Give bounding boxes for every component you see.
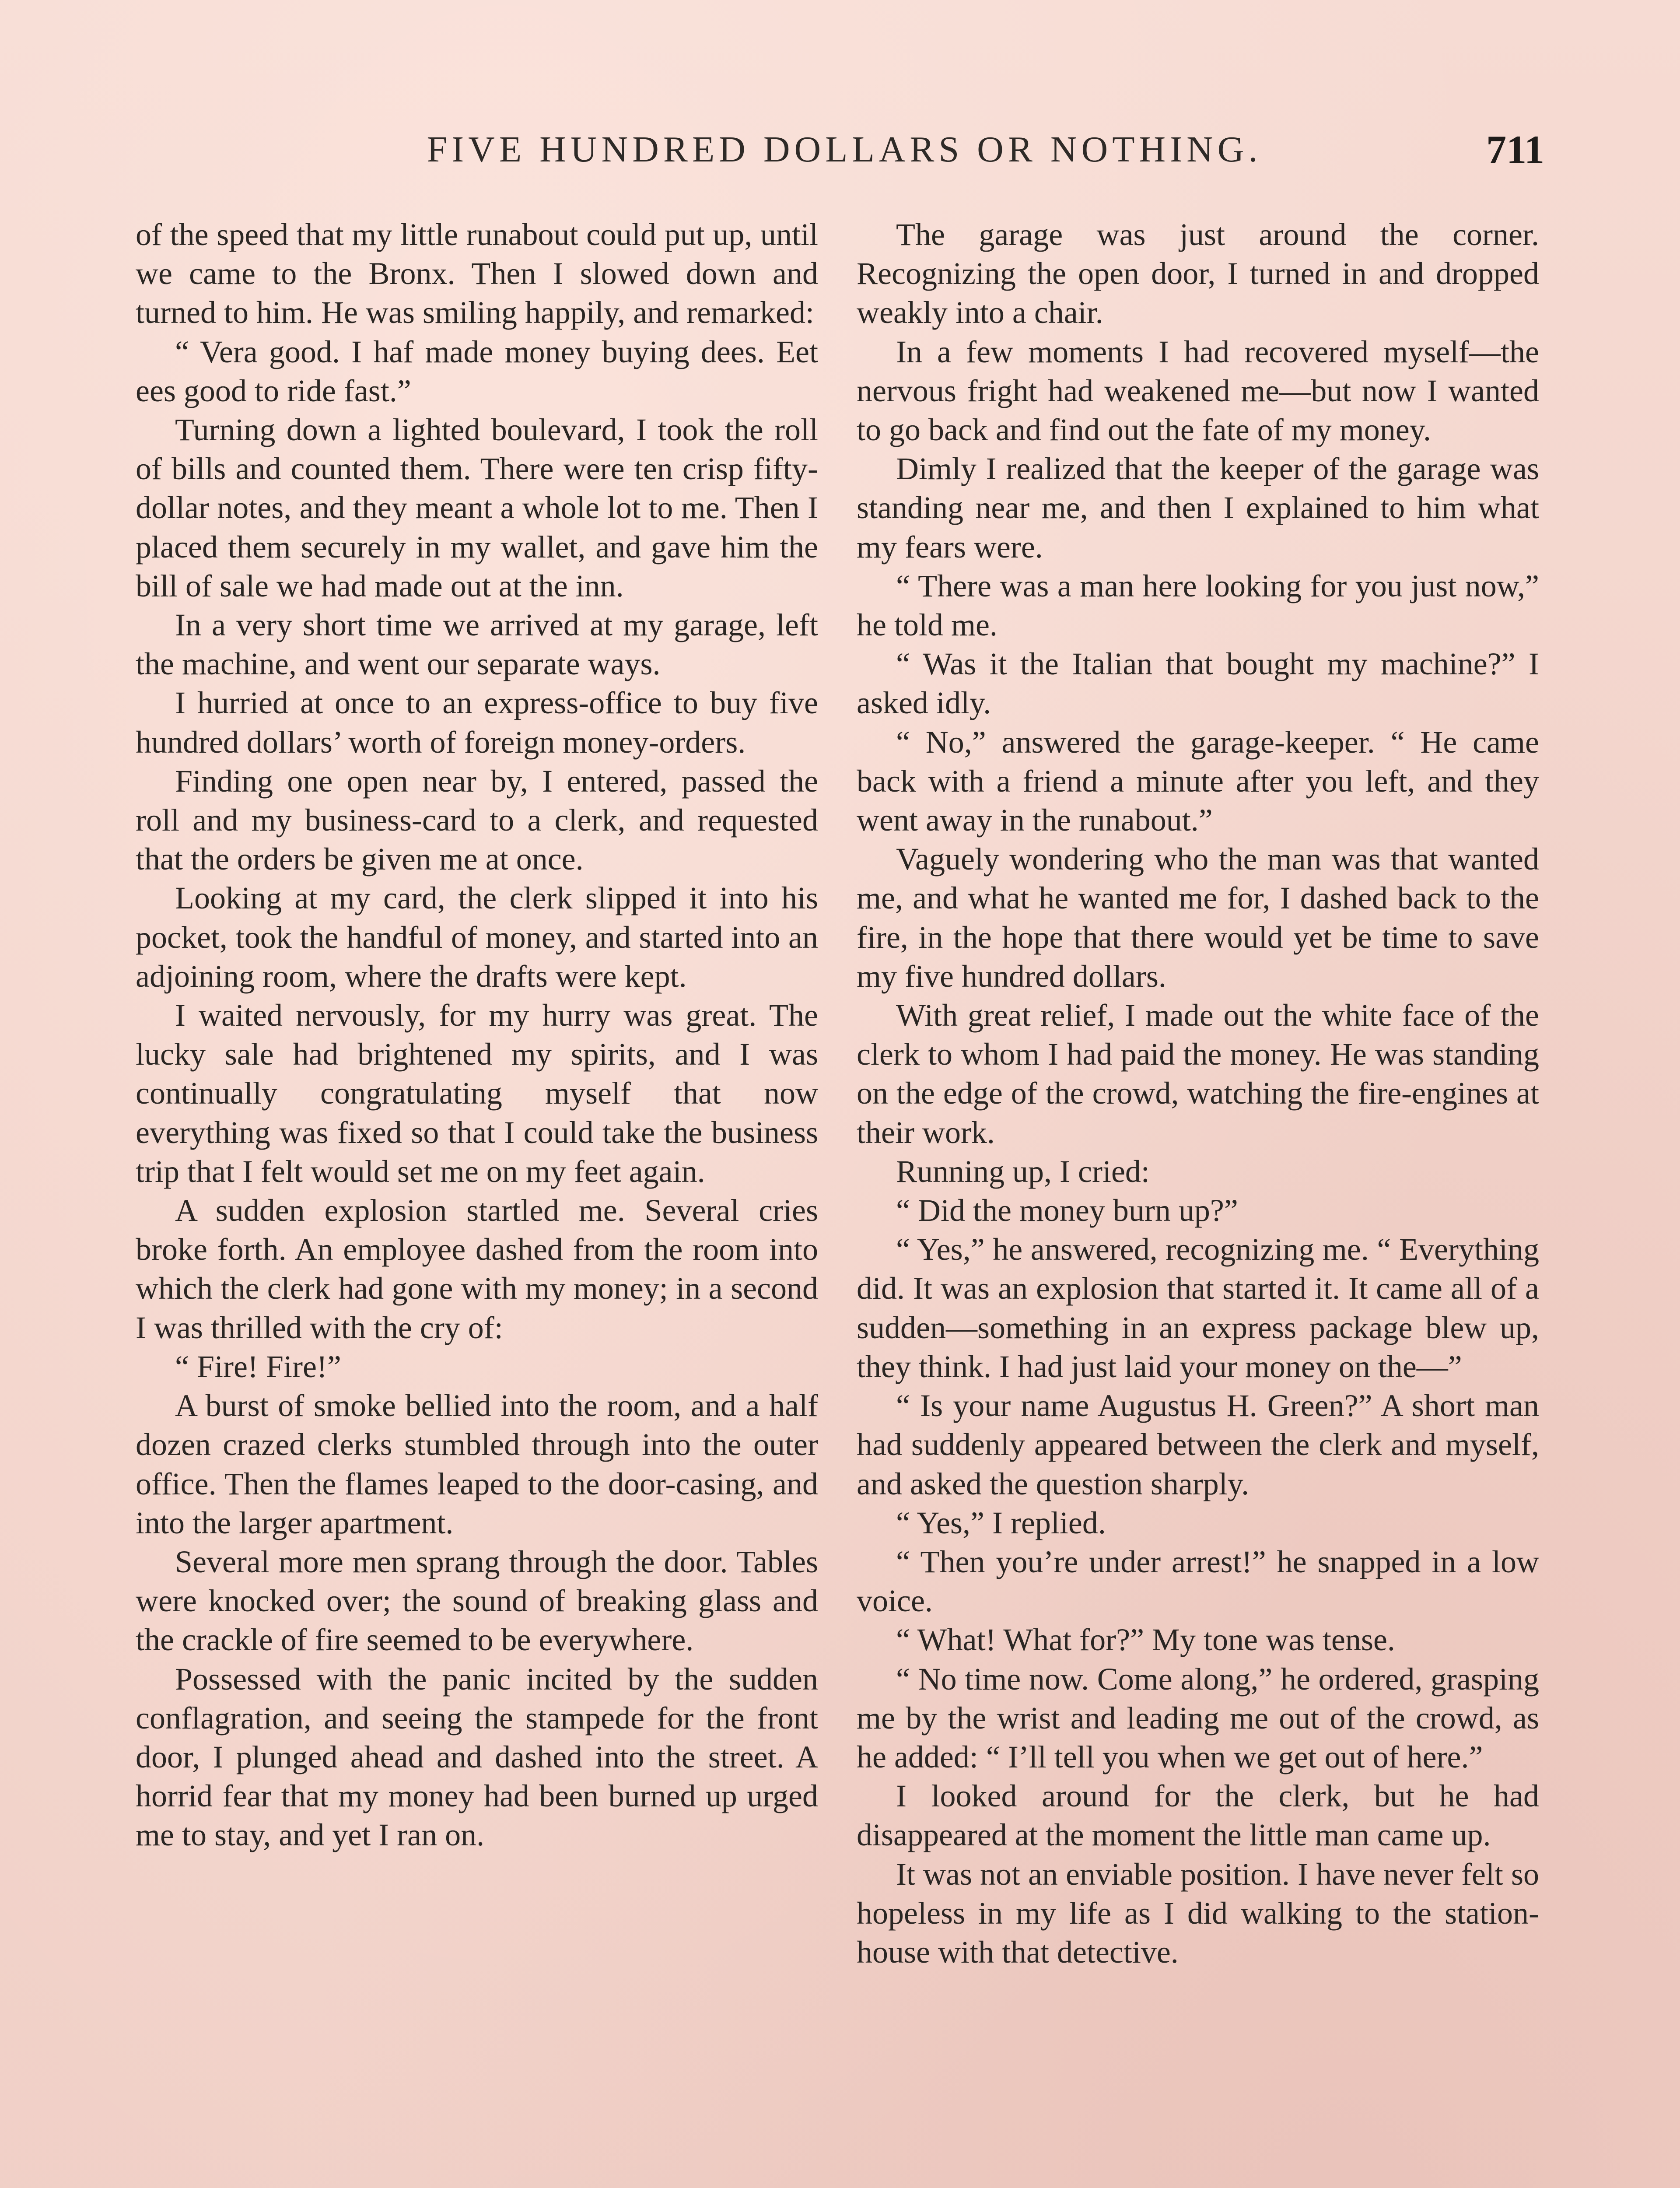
page-number: 711 bbox=[1486, 127, 1544, 172]
paragraph: Turning down a lighted boulevard, I took the roll of bills and counted them. There were ten crisp fifty-dollar notes, and they meant a whole lot to me. Then I placed them securely in my wallet, and gave him the bill of sale we had made out at the inn. bbox=[136, 412, 818, 603]
right-text-column bbox=[857, 215, 1539, 1972]
paragraph: Finding one open near by, I entered, passed the roll and my business-card to a clerk, and requested that the orders be given me at once. bbox=[136, 763, 818, 877]
paragraph: Looking at my card, the clerk slipped it into his pocket, took the handful of money, and started into an adjoining room, where the drafts were kept. bbox=[136, 880, 818, 994]
paragraph: It was not an enviable position. I have never felt so hopeless in my life as I did walking to the station-house with that detective. bbox=[857, 1856, 1539, 1970]
running-head-title: FIVE HUNDRED DOLLARS OR NOTHING. bbox=[427, 129, 1262, 170]
paragraph: A sudden explosion startled me. Several cries broke forth. An employee dashed from the room into which the clerk had gone with my money; in a second I was thrilled with the cry of: bbox=[136, 1193, 818, 1345]
paragraph: “ What! What for?” My tone was tense. bbox=[896, 1622, 1395, 1658]
paragraph: “ Was it the Italian that bought my machine?” I asked idly. bbox=[857, 646, 1539, 721]
paragraph: Dimly I realized that the keeper of the garage was standing near me, and then I explained to him what my fears were. bbox=[857, 451, 1539, 565]
paragraph: “ Yes,” he answered, recognizing me. “ Everything did. It was an explosion that started it. It came all of a sudden—something in an express package blew up, they think. I had just laid your money on the—” bbox=[857, 1232, 1539, 1384]
paragraph: Several more men sprang through the door. Tables were knocked over; the sound of breaking glass and the crackle of fire seemed to be everywhere. bbox=[136, 1544, 818, 1658]
paragraph: “ Is your name Augustus H. Green?” A short man had suddenly appeared between the clerk and myself, and asked the question sharply. bbox=[857, 1388, 1539, 1501]
paragraph: “ Then you’re under arrest!” he snapped in a low voice. bbox=[857, 1544, 1539, 1619]
paragraph: In a few moments I had recovered myself—the nervous fright had weakened me—but now I wanted to go back and find out the fate of my money. bbox=[857, 334, 1539, 448]
paragraph: In a very short time we arrived at my garage, left the machine, and went our separate ways. bbox=[136, 607, 818, 682]
paragraph: “ Did the money burn up?” bbox=[896, 1193, 1238, 1228]
left-text-column bbox=[136, 215, 818, 1855]
paragraph: of the speed that my little runabout could put up, until we came to the Bronx. Then I slowed down and turned to him. He was smiling happily, and remarked: bbox=[136, 217, 818, 330]
paragraph: The garage was just around the corner. Recognizing the open door, I turned in and dropped weakly into a chair. bbox=[857, 217, 1539, 330]
paragraph: A burst of smoke bellied into the room, and a half dozen crazed clerks stumbled through into the outer office. Then the flames leaped to the door-casing, and into the larger apartment. bbox=[136, 1388, 818, 1540]
paragraph: “ No,” answered the garage-keeper. “ He came back with a friend a minute after you left, and they went away in the runabout.” bbox=[857, 724, 1539, 838]
paragraph: “ Fire! Fire!” bbox=[175, 1349, 341, 1384]
paragraph: “ There was a man here looking for you just now,” he told me. bbox=[857, 568, 1539, 643]
paragraph: I looked around for the clerk, but he had disappeared at the moment the little man came up. bbox=[857, 1778, 1539, 1853]
paragraph: Vaguely wondering who the man was that wanted me, and what he wanted me for, I dashed back to the fire, in the hope that there would yet be time to save my five hundred dollars. bbox=[857, 842, 1539, 994]
paragraph: Running up, I cried: bbox=[896, 1154, 1150, 1189]
paragraph: With great relief, I made out the white face of the clerk to whom I had paid the money. He was standing on the edge of the crowd, watching the fire-engines at their work. bbox=[857, 998, 1539, 1150]
paragraph: “ Yes,” I replied. bbox=[896, 1505, 1106, 1540]
paragraph: I hurried at once to an express-office to buy five hundred dollars’ worth of foreign money-orders. bbox=[136, 685, 818, 760]
paragraph: “ Vera good. I haf made money buying dees. Eet ees good to ride fast.” bbox=[136, 334, 818, 408]
paragraph: “ No time now. Come along,” he ordered, grasping me by the wrist and leading me out of the crowd, as he added: “ I’ll tell you when we get out of here.” bbox=[857, 1661, 1539, 1774]
paragraph: Possessed with the panic incited by the sudden conflagration, and seeing the stampede for the front door, I plunged ahead and dashed into the street. A horrid fear that my money had been burned up urged me to stay, and yet I ran on. bbox=[136, 1661, 818, 1853]
paragraph: I waited nervously, for my hurry was great. The lucky sale had brightened my spirits, and I was continually congratulating myself that now everything was fixed so that I could take the business trip that I felt would set me on my feet again. bbox=[136, 998, 818, 1189]
